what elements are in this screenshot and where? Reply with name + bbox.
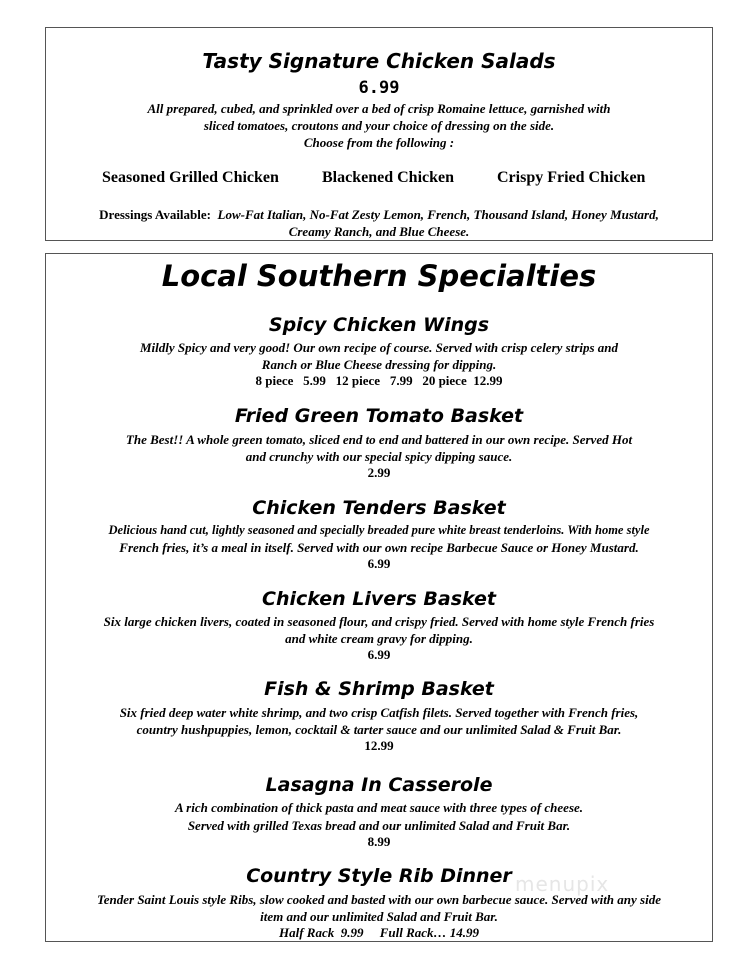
- item-price: 8 piece 5.99 12 piece 7.99 20 piece 12.99: [255, 373, 503, 388]
- item-name: Fish & Shrimp Basket: [264, 678, 494, 700]
- item-name: Chicken Livers Basket: [262, 588, 496, 610]
- watermark-logo: menupix: [515, 872, 610, 896]
- salads-desc-line1: All prepared, cubed, and sprinkled over a bed of crisp Romaine lettuce, garnished with: [147, 101, 611, 116]
- item-desc-line2: Served with grilled Texas bread and our unlimited Salad and Fruit Bar.: [187, 818, 571, 833]
- choice-grilled: Seasoned Grilled Chicken: [102, 169, 279, 186]
- item-price: 6.99: [367, 647, 391, 662]
- dressings-line1: [46, 206, 712, 223]
- specialties-title: Local Southern Specialties: [161, 259, 597, 293]
- item-price: 6.99: [367, 556, 391, 571]
- item-desc-line1: Tender Saint Louis style Ribs, slow cooked and basted with our own barbecue sauce. Served with any side: [97, 892, 661, 907]
- salads-desc-line3: Choose from the following :: [303, 135, 455, 150]
- item-desc-line1: Six fried deep water white shrimp, and two crisp Catfish filets. Served together with French fries,: [119, 705, 639, 720]
- item-name: Lasagna In Casserole: [265, 774, 493, 796]
- item-desc-line2: item and our unlimited Salad and Fruit Bar.: [260, 909, 498, 924]
- item-desc-line1: Six large chicken livers, coated in seasoned flour, and crispy fried. Served with home style French fries: [103, 614, 655, 629]
- salad-choices: [46, 169, 712, 189]
- item-price: 2.99: [367, 465, 391, 480]
- item-price: 12.99: [364, 738, 394, 753]
- item-name: Country Style Rib Dinner: [246, 865, 512, 887]
- item-desc-line1: The Best!! A whole green tomato, sliced end to end and battered in our own recipe. Served Hot: [125, 432, 633, 447]
- salads-title: Tasty Signature Chicken Salads: [202, 49, 556, 73]
- choice-crispy: Crispy Fried Chicken: [497, 169, 646, 186]
- item-name: Spicy Chicken Wings: [268, 314, 490, 336]
- salads-price: 6.99: [358, 78, 400, 98]
- item-desc-line1: Delicious hand cut, lightly seasoned and specially breaded pure white breast tenderloins. With home style: [108, 523, 650, 537]
- item-desc-line2: and crunchy with our special spicy dipping sauce.: [245, 449, 513, 464]
- item-desc-line2: Ranch or Blue Cheese dressing for dipping.: [261, 357, 497, 372]
- salads-section: [45, 27, 713, 241]
- item-name: Chicken Tenders Basket: [252, 497, 506, 519]
- salads-desc-line2: sliced tomatoes, croutons and your choice of dressing on the side.: [203, 118, 555, 133]
- item-desc-line1: Mildly Spicy and very good! Our own recipe of course. Served with crisp celery strips and: [139, 340, 619, 355]
- dressings-line2: [46, 223, 712, 240]
- dressings-list-2: Creamy Ranch, and Blue Cheese.: [288, 224, 470, 239]
- dressings-list-1: Low-Fat Italian, No-Fat Zesty Lemon, French, Thousand Island, Honey Mustard,: [217, 207, 659, 222]
- item-desc-line1: A rich combination of thick pasta and meat sauce with three types of cheese.: [174, 800, 584, 815]
- choice-blackened: Blackened Chicken: [322, 169, 455, 186]
- item-desc-line2: country hushpuppies, lemon, cocktail & tarter sauce and our unlimited Salad & Fruit Bar.: [136, 722, 622, 737]
- dressings-label: Dressings Available:: [99, 207, 211, 222]
- item-price: Half Rack 9.99 Full Rack… 14.99: [278, 925, 480, 940]
- specialties-section: [45, 253, 713, 942]
- item-name: Fried Green Tomato Basket: [234, 405, 524, 427]
- item-price: 8.99: [367, 834, 391, 849]
- item-desc-line2: French fries, it’s a meal in itself. Served with our own recipe Barbecue Sauce or Honey Mustard.: [119, 540, 639, 555]
- item-desc-line2: and white cream gravy for dipping.: [285, 631, 473, 646]
